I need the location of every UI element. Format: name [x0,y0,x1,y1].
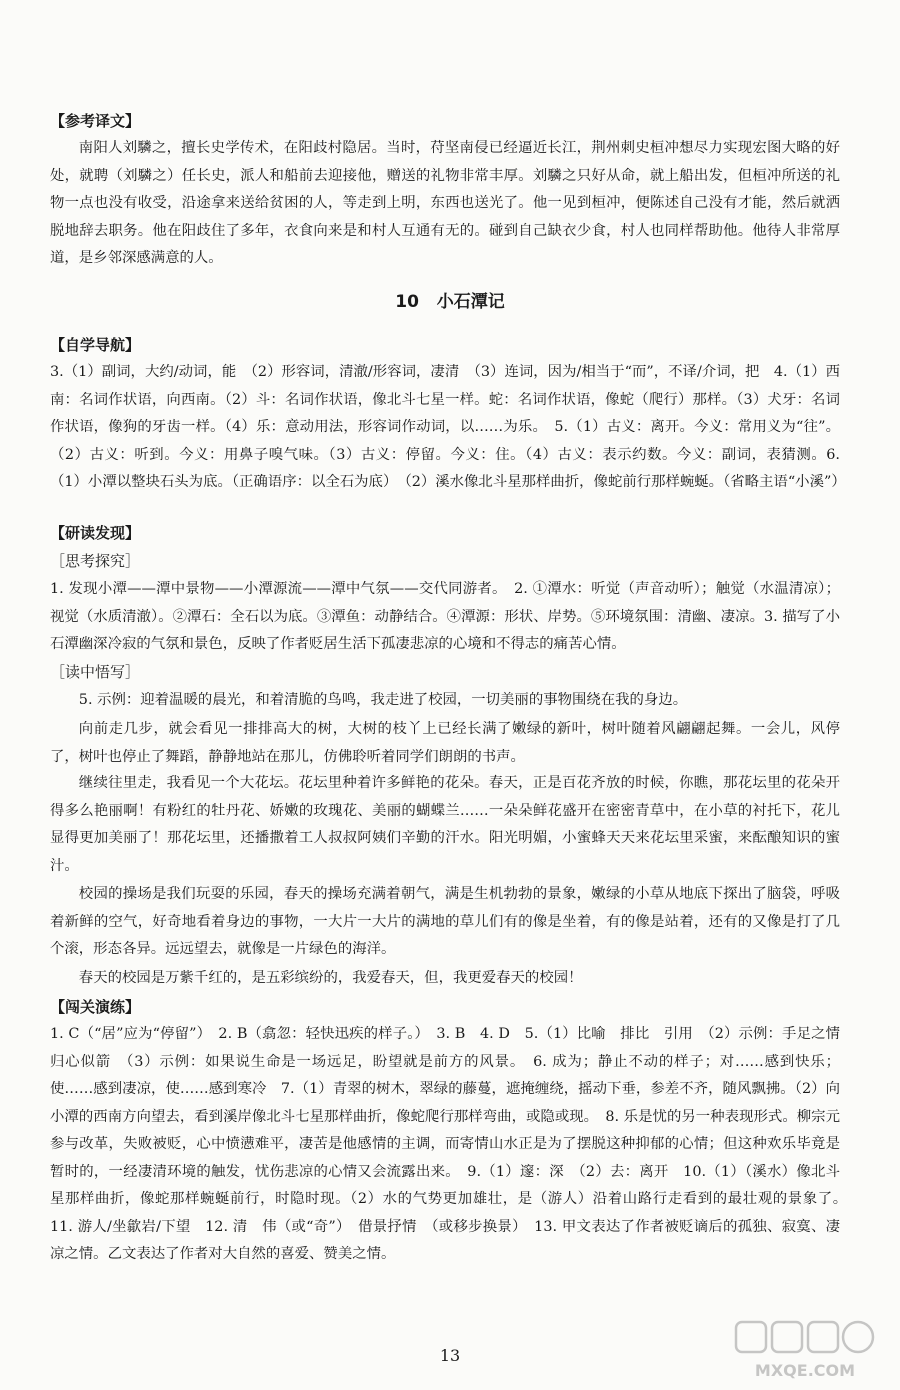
lesson-title [0,290,900,314]
reading-paragraph-1: 5. 示例：迎着温暖的晨光，和着清脆的鸟鸣，我走进了校园，一切美丽的事物围绕在我的身边。 [78,692,688,708]
reading-paragraph-4: 校园的操场是我们玩耍的乐园，春天的操场充满着朝气，满是生机勃勃的景象，嫩绿的小草从地底下探出了脑袋，呼吸着新鲜的空气，好奇地看着身边的事物，一大片一大片的满地的草儿们有的像是坐着，有的像是站着，还有的又像是打了几个滚，形态各异。远远望去，就像是一片绿色的海洋。 [50,886,840,957]
thinking-label: ［思考探究］ [50,552,141,570]
translation-text: 南阳人刘驎之，擅长史学传术，在阳歧村隐居。当时，苻坚南侵已经逼近长江，荆州刺史桓冲想尽力实现宏图大略的好处，就聘（刘驎之）任长史，派人和船前去迎接他，赠送的礼物非常丰厚。刘驎之只好从命，就上船出发，但桓冲所送的礼物一点也没有收受，沿途拿来送给贫困的人，等走到上明，东西也送光了。他一见到桓冲，便陈述自己没有才能，然后就洒脱地辞去职务。他在阳歧住了多年，衣食向来是和村人互通有无的。碰到自己缺衣少食，村人也同样帮助他。他待人非常厚道，是乡邻深感满意的人。 [50,140,840,266]
reading-paragraph-2: 向前走几步，就会看见一排排高大的树，大树的枝丫上已经长满了嫩绿的新叶，树叶随着风翩翩起舞。一会儿，风停了，树叶也停止了舞蹈，静静地站在那儿，仿佛聆听着同学们朗朗的书声。 [50,721,840,765]
reading-label: ［读中悟写］ [50,663,141,681]
lesson-name: 小石潭记 [436,292,505,312]
page-number: 13 [439,1346,461,1365]
lesson-number: 10 [395,292,419,312]
watermark-text: MXQE.COM [754,1361,856,1380]
watermark-logo [730,1318,880,1382]
translation-heading: 【参考译文】 [50,112,141,130]
reading-paragraph-5: 春天的校园是万紫千红的，是五彩缤纷的，我爱春天，但，我更爱春天的校园！ [78,970,583,986]
self-study-heading: 【自学导航】 [50,336,141,354]
thinking-text: 1. 发现小潭——潭中景物——小潭源流——潭中气氛——交代同游者。 2. ①潭水：听觉（声音动听）；触觉（水温清凉）；视觉（水质清澈）。②潭石：全石以为底。③潭鱼：动静结合。④潭源：形状、岸势。⑤环境氛围：清幽、凄凉。3. 描写了小石潭幽深冷寂的气氛和景色，反映了作者贬居生活下孤凄悲凉的心境和不得志的痛苦心情。 [50,581,840,652]
practice-text: 1. C（“居”应为“停留”） 2. B（翕忽：轻快迅疾的样子。） 3. B 4. D 5.（1）比喻 排比 引用 （2）示例：手足之情 归心似箭 （3）示例：如果说生命是一场远足，盼望就是前方的风景。 6. 成为；静止不动的样子；对……感到快乐；使……感到凄凉，使……感到寒冷 7.（1）青翠的树木，翠绿的藤蔓，遮掩缠绕，摇动下垂，参差不齐，随风飘拂。（2）向小潭的西南方向望去，看到溪岸像北斗七星那样曲折，像蛇爬行那样弯曲，或隐或现。 8. 乐是忧的另一种表现形式。柳宗元参与改革，失败被贬，心中愤懑难平，凄苦是他感情的主调，而寄情山水正是为了摆脱这种抑郁的心情；但这种欢乐毕竟是暂时的，一经凄清环境的触发，忧伤悲凉的心情又会流露出来。 9.（1）邃：深 （2）去：离开 10.（1）（溪水）像北斗星那样曲折，像蛇那样蜿蜒前行，时隐时现。（2）水的气势更加雄壮，是（游人）沿着山路行走看到的最壮观的景象了。 11. 游人/坐歙岩/下望 12. 清 伟（或“奇”） 借景抒情 （或移步换景） 13. 甲文表达了作者被贬谪后的孤独、寂寞、凄凉之情。乙文表达了作者对大自然的喜爱、赞美之情。 [50,1026,855,1262]
reading-paragraph-3: 继续往里走，我看见一个大花坛。花坛里种着许多鲜艳的花朵。春天，正是百花齐放的时候，你瞧，那花坛里的花朵开得多么艳丽啊！有粉红的牡丹花、娇嫩的玫瑰花、美丽的蝴蝶兰……一朵朵鲜花盛开在密密青草中，在小草的衬托下，花儿显得更加美丽了！那花坛里，还播撒着工人叔叔阿姨们辛勤的汗水。阳光明媚，小蜜蜂天天来花坛里采蜜，来酝酿知识的蜜汁。 [50,775,840,874]
research-heading: 【研读发现】 [50,524,141,542]
self-study-text: 3.（1）副词，大约/动词，能 （2）形容词，清澈/形容词，凄清 （3）连词，因为/相当于“而”，不译/介词，把 4.（1）西南：名词作状语，向西南。（2）斗：名词作状语，像北斗七星一样。蛇：名词作状语，像蛇（爬行）那样。（3）犬牙：名词作状语，像狗的牙齿一样。（4）乐：意动用法，形容词作动词，以……为乐。 5.（1）古义：离开。今义：常用义为“往”。（2）古义：听到。今义：用鼻子嗅气味。（3）古义：停留。今义：住。（4）古义：表示约数。今义：副词，表猜测。6.（1）小潭以整块石头为底。（正确语序：以全石为底） （2）溪水像北斗星那样曲折，像蛇前行那样蜿蜒。（省略主语“小溪”） [50,364,846,490]
practice-heading: 【闯关演练】 [50,998,141,1016]
